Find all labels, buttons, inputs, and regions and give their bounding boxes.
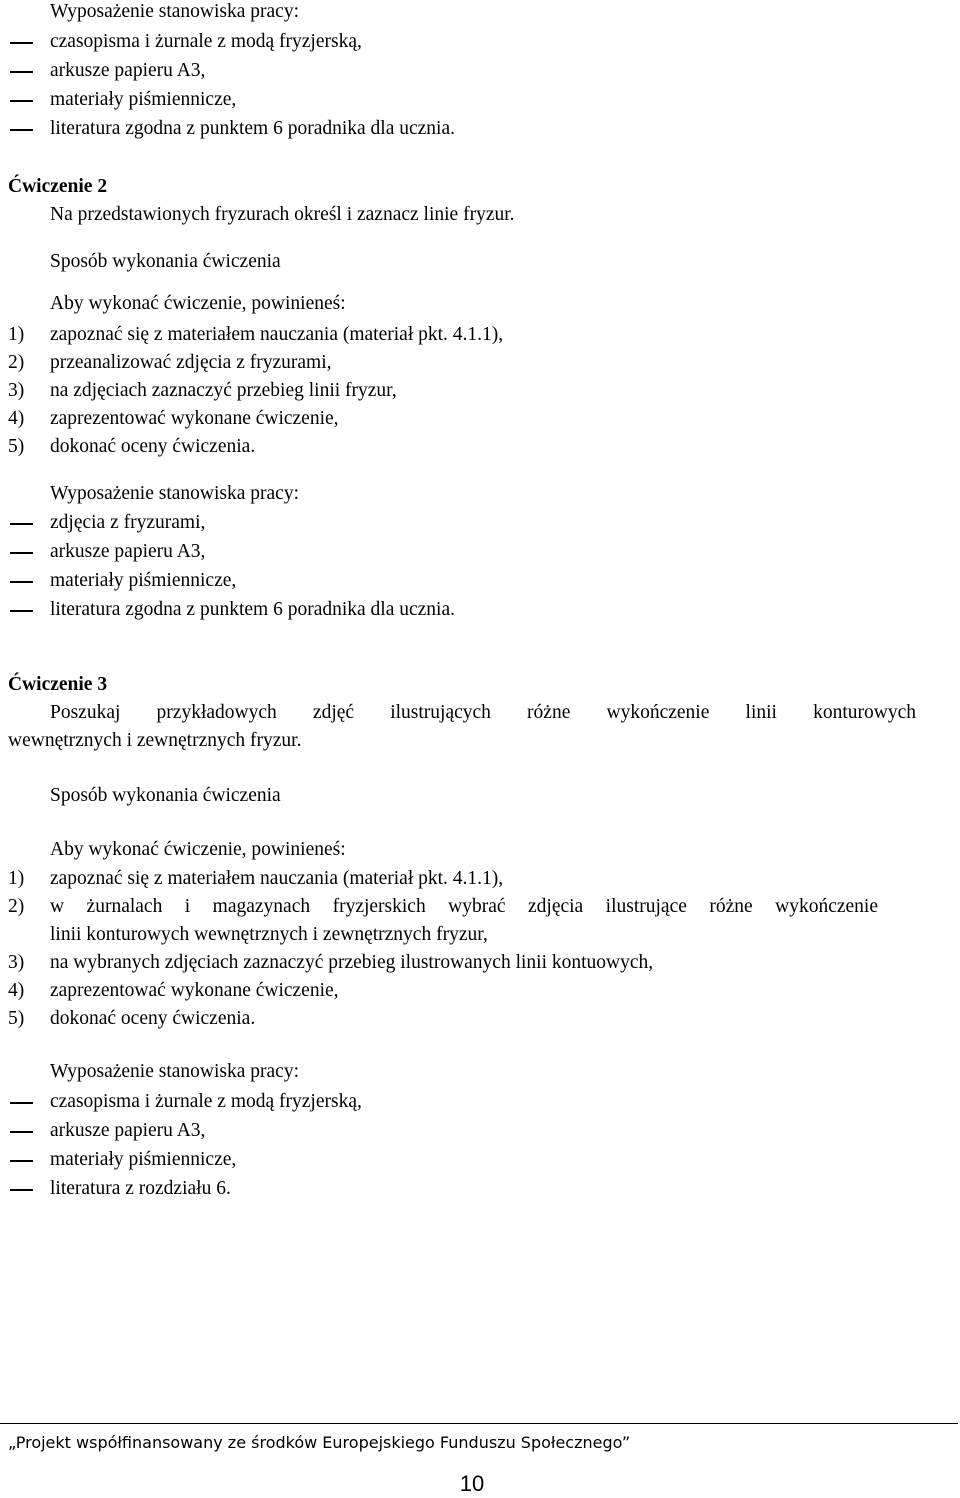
equipment-item: literatura z rozdziału 6. <box>50 1178 231 1199</box>
dash-bullet <box>10 1160 33 1162</box>
equipment-heading: Wyposażenie stanowiska pracy: <box>50 1 299 22</box>
dash-bullet <box>10 42 33 44</box>
equipment-item: materiały piśmiennicze, <box>50 1149 237 1170</box>
exercise-task: Poszukaj przykładowych zdjęć ilustrujących różne wykończenie linii konturowych <box>50 702 916 723</box>
equipment-item: arkusze papieru A3, <box>50 541 206 562</box>
dash-bullet <box>10 581 33 583</box>
dash-bullet <box>10 100 33 102</box>
step-number: 5) <box>8 436 25 457</box>
method-heading: Sposób wykonania ćwiczenia <box>50 785 281 806</box>
dash-bullet <box>10 552 33 554</box>
step-text: zaprezentować wykonane ćwiczenie, <box>50 408 339 429</box>
step-text: zapoznać się z materiałem nauczania (materiał pkt. 4.1.1), <box>50 868 504 889</box>
step-text-continued: linii konturowych wewnętrznych i zewnętrznych fryzur, <box>50 924 488 945</box>
step-text: na zdjęciach zaznaczyć przebieg linii fryzur, <box>50 380 397 401</box>
equipment-heading: Wyposażenie stanowiska pracy: <box>50 483 299 504</box>
footer-divider <box>0 1423 958 1424</box>
step-text: dokonać oceny ćwiczenia. <box>50 436 256 457</box>
dash-bullet <box>10 1102 33 1104</box>
equipment-item: literatura zgodna z punktem 6 poradnika dla ucznia. <box>50 118 456 139</box>
exercise-title: Ćwiczenie 3 <box>8 674 108 695</box>
method-intro: Aby wykonać ćwiczenie, powinieneś: <box>50 293 346 314</box>
method-intro: Aby wykonać ćwiczenie, powinieneś: <box>50 839 346 860</box>
equipment-heading: Wyposażenie stanowiska pracy: <box>50 1061 299 1082</box>
step-text: zapoznać się z materiałem nauczania (materiał pkt. 4.1.1), <box>50 324 504 345</box>
step-number: 4) <box>8 408 25 429</box>
equipment-item: arkusze papieru A3, <box>50 60 206 81</box>
dash-bullet <box>10 523 33 525</box>
dash-bullet <box>10 129 33 131</box>
step-number: 4) <box>8 980 25 1001</box>
footer-project-note: „Projekt współfinansowany ze środków Europejskiego Funduszu Społecznego” <box>8 1433 631 1452</box>
step-number: 5) <box>8 1008 25 1029</box>
equipment-item: literatura zgodna z punktem 6 poradnika dla ucznia. <box>50 599 456 620</box>
step-text: w żurnalach i magazynach fryzjerskich wybrać zdjęcia ilustrujące różne wykończenie <box>50 896 878 917</box>
equipment-item: materiały piśmiennicze, <box>50 570 237 591</box>
equipment-item: materiały piśmiennicze, <box>50 89 237 110</box>
dash-bullet <box>10 1189 33 1191</box>
equipment-item: czasopisma i żurnale z modą fryzjerską, <box>50 31 362 52</box>
dash-bullet <box>10 1131 33 1133</box>
step-number: 3) <box>8 952 25 973</box>
dash-bullet <box>10 71 33 73</box>
exercise-title: Ćwiczenie 2 <box>8 176 108 197</box>
step-number: 1) <box>8 324 25 345</box>
step-text: na wybranych zdjęciach zaznaczyć przebieg ilustrowanych linii kontuowych, <box>50 952 654 973</box>
step-text: przeanalizować zdjęcia z fryzurami, <box>50 352 332 373</box>
exercise-task-continued: wewnętrznych i zewnętrznych fryzur. <box>8 730 302 751</box>
page-number: 10 <box>459 1471 485 1496</box>
equipment-item: arkusze papieru A3, <box>50 1120 206 1141</box>
step-number: 2) <box>8 352 25 373</box>
step-text: zaprezentować wykonane ćwiczenie, <box>50 980 339 1001</box>
equipment-item: zdjęcia z fryzurami, <box>50 512 206 533</box>
method-heading: Sposób wykonania ćwiczenia <box>50 251 281 272</box>
step-number: 1) <box>8 868 25 889</box>
step-number: 2) <box>8 896 25 917</box>
equipment-item: czasopisma i żurnale z modą fryzjerską, <box>50 1091 362 1112</box>
dash-bullet <box>10 610 33 612</box>
exercise-task: Na przedstawionych fryzurach określ i zaznacz linie fryzur. <box>50 204 515 225</box>
step-text: dokonać oceny ćwiczenia. <box>50 1008 256 1029</box>
step-number: 3) <box>8 380 25 401</box>
